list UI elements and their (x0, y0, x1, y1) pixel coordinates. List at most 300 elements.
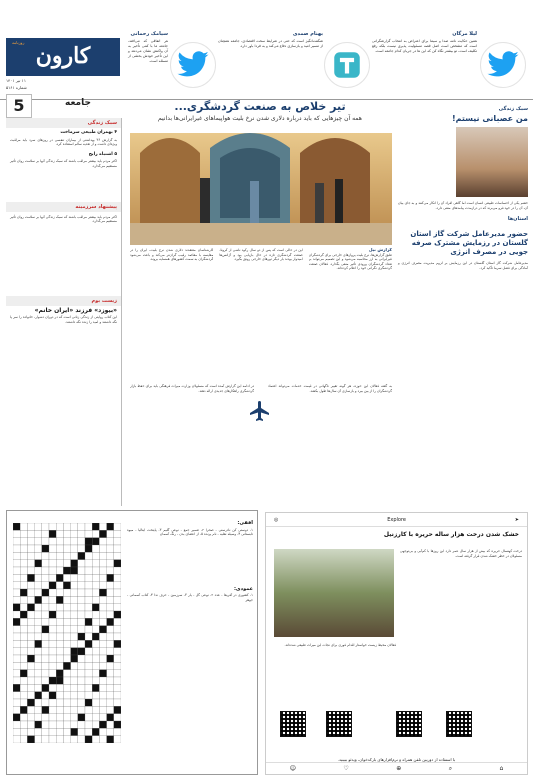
crossword-cell (13, 626, 20, 633)
crossword-cell (56, 530, 63, 537)
crossword-cell (20, 662, 27, 669)
news-text: اکثر مردم باید بیشتر مراقب باشند که سبک زندگی آنها بر سلامت روان تأثیر مستقیم می‌گذارد. (10, 159, 117, 168)
crossword-cell (42, 677, 49, 684)
crossword-cell (71, 692, 78, 699)
crossword-cell (114, 684, 121, 691)
crossword-cell (20, 523, 27, 530)
crossword-cell (99, 560, 106, 567)
logo-text: کارون (35, 43, 91, 69)
crossword-cell (49, 706, 56, 713)
crossword-cell (27, 560, 34, 567)
crossword-cell (20, 684, 27, 691)
crossword-cell (49, 721, 56, 728)
main-photo (130, 133, 392, 245)
crossword-cell (63, 692, 70, 699)
crossword-cell (27, 721, 34, 728)
crossword-cell (107, 604, 114, 611)
crossword-cell (114, 545, 121, 552)
crossword-cell (20, 582, 27, 589)
crossword-cell (20, 596, 27, 603)
clues-text: ۱- دوستی کن نادرستی - صحرا ۲- ضمیر جمع - نوعی گلیم ۳- پایتخت ایتالیا - میوه تابستانی ۴- وسیله نقلیه - نام پرنده ۵- از اعضای بدن - رنگ آسمان (127, 527, 253, 537)
crossword-cell (78, 626, 85, 633)
crossword-cell (107, 626, 114, 633)
crossword-cell (35, 567, 42, 574)
crossword-cell (78, 574, 85, 581)
crossword-cell (85, 596, 92, 603)
crossword-grid (13, 523, 121, 743)
crossword-cell (107, 655, 114, 662)
crossword-cell (20, 633, 27, 640)
crossword-cell (35, 655, 42, 662)
crossword-cell (85, 706, 92, 713)
instagram-feature (265, 512, 528, 775)
crossword-cell (56, 692, 63, 699)
crossword-cell (20, 611, 27, 618)
crossword-cell (114, 692, 121, 699)
crossword-cell (92, 574, 99, 581)
crossword-cell (13, 670, 20, 677)
tree-photo (274, 549, 394, 637)
crossword-cell (27, 582, 34, 589)
crossword-cell (99, 538, 106, 545)
crossword-cell (13, 736, 20, 743)
crossword-cell (71, 567, 78, 574)
crossword-cell (42, 574, 49, 581)
crossword-cell (56, 626, 63, 633)
crossword-cell (63, 626, 70, 633)
crossword-cell (35, 582, 42, 589)
crossword-cell (99, 574, 106, 581)
crossword-cell (99, 545, 106, 552)
crossword-cell (114, 721, 121, 728)
instagram-footer: با استفاده از دوربین تلفن همراه و نرم‌افزارهای بارکدخوان، ویدئو ببینید. (337, 757, 456, 762)
crossword-cell (107, 721, 114, 728)
crossword-cell (42, 670, 49, 677)
crossword-cell (78, 648, 85, 655)
right-column (398, 100, 528, 505)
crossword-cell (20, 655, 27, 662)
crossword-cell (71, 662, 78, 669)
tweet-3 (128, 32, 168, 98)
crossword-cell (35, 596, 42, 603)
crossword-cell (107, 582, 114, 589)
crossword-cell (92, 596, 99, 603)
issue-number: شماره ۵۱۶۱ (6, 85, 27, 90)
tweet-text: هر اتفاقی که می‌افتد، جامعه ما با کمی تأخیر به آن واکنش نشان می‌دهد و این تأخیر خودش بخشی از مسئله است. (128, 39, 168, 63)
crossword-cell (107, 567, 114, 574)
add-icon: ⊕ (396, 765, 402, 772)
crossword-cell (63, 560, 70, 567)
crossword-cell (63, 736, 70, 743)
crossword-cell (85, 582, 92, 589)
crossword-cell (114, 699, 121, 706)
instagram-bar (266, 513, 527, 527)
crossword-cell (92, 706, 99, 713)
crossword-cell (114, 596, 121, 603)
crossword-cell (92, 626, 99, 633)
search-icon: ⌕ (448, 764, 453, 772)
article-text: طبق گزارش‌ها، نرخ بلیت پروازهای خارجی برای گردشگران غیرایرانی به ارز محاسبه می‌شود و این تصمیم می‌تواند بر تعداد گردشگران ورودی تأثیر منفی بگذارد. فعالان صنعت گردشگری نگرانی خود را اعلام کرده‌اند. (308, 252, 392, 271)
article-column: در ادامه این گزارش آمده است که مسئولان وزارت میراث فرهنگی باید برای حفظ بازار گردشگری راهکارهای جدیدی ارائه دهند. (130, 384, 254, 393)
crossword-cell (78, 552, 85, 559)
crossword-cell (78, 721, 85, 728)
crossword-cell (42, 604, 49, 611)
news-text: اکثر مردم باید بیشتر مراقب باشند که سبک زندگی آنها بر سلامت روان تأثیر مستقیم می‌گذارد. (10, 214, 117, 224)
crossword-cell (42, 699, 49, 706)
crossword-cell (56, 582, 63, 589)
crossword-cell (27, 699, 34, 706)
crossword-cell (27, 655, 34, 662)
crossword-cell (85, 611, 92, 618)
crossword-cell (42, 684, 49, 691)
crossword-cell (85, 618, 92, 625)
crossword-cell (107, 574, 114, 581)
crossword-cell (35, 706, 42, 713)
crossword-cell (13, 640, 20, 647)
crossword-cell (27, 567, 34, 574)
crossword-cell (49, 677, 56, 684)
crossword-cell (35, 604, 42, 611)
clues-heading: افقی: (237, 520, 253, 526)
crossword-cell (92, 670, 99, 677)
crossword-cell (49, 699, 56, 706)
crossword-cell (56, 574, 63, 581)
instagram-title: خشک شدن درخت هزار ساله حریره با کارزنیل (383, 531, 519, 538)
crossword-cell (107, 677, 114, 684)
crossword-cell (71, 677, 78, 684)
crossword-cell (92, 692, 99, 699)
crossword-cell (49, 655, 56, 662)
crossword-cell (107, 618, 114, 625)
crossword-cell (78, 538, 85, 545)
crossword-cell (13, 721, 20, 728)
crossword-cell (99, 714, 106, 721)
crossword-cell (63, 567, 70, 574)
crossword-cell (49, 633, 56, 640)
crossword-cell (85, 677, 92, 684)
crossword-cell (78, 655, 85, 662)
crossword-cell (107, 545, 114, 552)
tweet-2 (218, 32, 323, 98)
crossword-cell (114, 640, 121, 647)
crossword-cell (114, 655, 121, 662)
crossword-cell (13, 618, 20, 625)
crossword-cell (78, 523, 85, 530)
crossword-cell (92, 662, 99, 669)
crossword-cell (92, 560, 99, 567)
crossword-cell (35, 648, 42, 655)
qr-code (446, 711, 472, 737)
crossword-cell (42, 560, 49, 567)
crossword-cell (20, 692, 27, 699)
crossword-cell (56, 684, 63, 691)
crossword-cell (35, 574, 42, 581)
crossword-cell (78, 582, 85, 589)
crossword-cell (13, 677, 20, 684)
masthead (6, 38, 120, 120)
crossword-cell (13, 567, 20, 574)
crossword-cell (35, 523, 42, 530)
headline-subtitle: همه آن چیزهایی که باید درباره دلاری شدن نرخ بلیت هواپیماهای غیرایرانی‌ها بدانیم (158, 115, 362, 122)
crossword-cell (85, 604, 92, 611)
crossword-cell (63, 706, 70, 713)
crossword-cell (114, 560, 121, 567)
crossword-cell (13, 684, 20, 691)
clues-text: ۱- کشوری در آفریقا - عدد ۲- نوعی گل - یار ۳- سرزمین - حرف ندا ۴- کتاب آسمانی - جوهر (127, 593, 253, 602)
tweet-author: لیلا مرگان (452, 31, 477, 37)
crossword-cell (35, 552, 42, 559)
crossword-cell (20, 714, 27, 721)
crossword-cell (20, 640, 27, 647)
crossword-cell (56, 736, 63, 743)
crossword-cell (85, 574, 92, 581)
crossword-cell (92, 736, 99, 743)
crossword-cell (71, 699, 78, 706)
crossword-cell (63, 684, 70, 691)
crossword-cell (56, 728, 63, 735)
crossword-cell (107, 523, 114, 530)
crossword-cell (20, 545, 27, 552)
crossword-cell (107, 728, 114, 735)
crossword-cell (42, 655, 49, 662)
crossword-cell (35, 633, 42, 640)
crossword-cell (63, 589, 70, 596)
crossword-cell (78, 662, 85, 669)
crossword-cell (20, 574, 27, 581)
crossword-cell (27, 604, 34, 611)
crossword-cell (107, 670, 114, 677)
crossword-cell (49, 574, 56, 581)
crossword-cell (92, 552, 99, 559)
book-title: «بیوزد» فرزند «ایران خانم» (34, 306, 117, 314)
crossword-cell (92, 538, 99, 545)
crossword-cell (78, 611, 85, 618)
crossword-cell (71, 706, 78, 713)
crossword-cell (20, 728, 27, 735)
crossword-cell (99, 736, 106, 743)
crossword-cell (49, 538, 56, 545)
crossword-cell (20, 648, 27, 655)
crossword-cell (13, 545, 20, 552)
crossword-cell (13, 633, 20, 640)
crossword-cell (35, 677, 42, 684)
crossword-cell (20, 552, 27, 559)
crossword-cell (35, 618, 42, 625)
crossword-cell (20, 699, 27, 706)
crossword-cell (35, 728, 42, 735)
crossword-cell (35, 538, 42, 545)
crossword-cell (35, 530, 42, 537)
twitter-icon (170, 42, 216, 88)
crossword-cell (92, 530, 99, 537)
crossword-cell (92, 640, 99, 647)
section-header: سبک زندگی (498, 106, 528, 112)
page-number: 5 (6, 94, 32, 118)
crossword-cell (27, 523, 34, 530)
crossword-cell (27, 545, 34, 552)
crossword-cell (99, 684, 106, 691)
crossword-cell (85, 589, 92, 596)
crossword-cell (78, 545, 85, 552)
crossword-cell (107, 538, 114, 545)
crossword-cell (27, 677, 34, 684)
crossword-cell (56, 560, 63, 567)
crossword-cell (99, 655, 106, 662)
twitter-icon (480, 42, 526, 88)
crossword-cell (20, 670, 27, 677)
news-title: ۴ بهمران طبیعی سرماخت (60, 130, 117, 135)
crossword-cell (78, 692, 85, 699)
crossword-cell (27, 640, 34, 647)
crossword-cell (20, 706, 27, 713)
crossword-cell (63, 640, 70, 647)
crossword-cell (56, 538, 63, 545)
crossword-cell (49, 648, 56, 655)
crossword-cell (56, 589, 63, 596)
crossword-cell (42, 589, 49, 596)
crossword-cell (42, 523, 49, 530)
crossword-cell (85, 640, 92, 647)
crossword-cell (13, 552, 20, 559)
crossword-cell (85, 714, 92, 721)
news-item (6, 150, 121, 172)
crossword-cell (92, 523, 99, 530)
home-icon: ⌂ (499, 765, 504, 772)
crossword-cell (71, 736, 78, 743)
crossword-cell (85, 633, 92, 640)
crossword-cell (63, 582, 70, 589)
crossword-cell (35, 611, 42, 618)
crossword-cell (42, 626, 49, 633)
crossword-cell (99, 530, 106, 537)
crossword-cell (27, 626, 34, 633)
crossword-cell (35, 736, 42, 743)
newspaper-logo (6, 38, 120, 76)
crossword-cell (85, 560, 92, 567)
crossword-cell (92, 545, 99, 552)
news-title: ۵ اشتباه رایج (88, 151, 117, 157)
crossword-cell (71, 552, 78, 559)
crossword-cell (85, 648, 92, 655)
crossword-cell (35, 626, 42, 633)
crossword-cell (63, 538, 70, 545)
crossword-cell (13, 604, 20, 611)
crossword-cell (85, 699, 92, 706)
main-headline (130, 100, 390, 128)
crossword-cell (71, 728, 78, 735)
crossword-cell (78, 684, 85, 691)
crossword-cell (49, 736, 56, 743)
crossword-cell (71, 523, 78, 530)
crossword-cell (99, 567, 106, 574)
crossword-cell (20, 560, 27, 567)
crossword-cell (71, 626, 78, 633)
instagram-text: درخت کهنسال حریره که بیش از هزار سال عمر دارد این روزها با کم‌آبی و بی‌توجهی مسئولان در خطر خشک شدن قرار گرفته است. (400, 549, 522, 558)
crossword-cell (78, 736, 85, 743)
crossword-cell (78, 677, 85, 684)
crossword-cell (85, 692, 92, 699)
article-column (309, 248, 392, 380)
crossword-cell (78, 670, 85, 677)
crossword-cell (49, 662, 56, 669)
crossword-cell (78, 618, 85, 625)
crossword-puzzle (6, 510, 258, 775)
crossword-cell (114, 714, 121, 721)
tweet-author: سیامک رحمانی (130, 31, 168, 37)
crossword-cell (92, 648, 99, 655)
crossword-cell (85, 626, 92, 633)
crossword-cell (71, 611, 78, 618)
crossword-cell (114, 523, 121, 530)
crossword-cell (63, 670, 70, 677)
crossword-cell (49, 714, 56, 721)
crossword-cell (99, 699, 106, 706)
crossword-cell (71, 684, 78, 691)
crossword-cell (35, 662, 42, 669)
crossword-cell (71, 545, 78, 552)
crossword-cell (114, 618, 121, 625)
crossword-cell (42, 618, 49, 625)
crossword-cell (56, 545, 63, 552)
crossword-cell (13, 523, 20, 530)
crossword-cell (107, 699, 114, 706)
crossword-cell (99, 706, 106, 713)
crossword-cell (71, 604, 78, 611)
crossword-cell (42, 640, 49, 647)
send-icon: ➤ (514, 516, 519, 523)
crossword-cell (107, 706, 114, 713)
crossword-cell (85, 538, 92, 545)
crossword-cell (92, 589, 99, 596)
crossword-cell (27, 706, 34, 713)
crossword-cell (13, 582, 20, 589)
crossword-cell (63, 596, 70, 603)
crossword-cell (71, 721, 78, 728)
crossword-cell (49, 618, 56, 625)
crossword-cell (78, 714, 85, 721)
crossword-cell (49, 684, 56, 691)
section-header: پیشنهاد سرزمینه (6, 202, 121, 212)
article-byline: گزارش نیل (368, 248, 392, 252)
crossword-cell (27, 574, 34, 581)
crossword-cell (35, 545, 42, 552)
article-column: کارشناسان معتقدند دلاری شدن نرخ بلیت، ایران را در مقایسه با مقاصد رقیب گران‌تر می‌کند و باعث می‌شود گردشگران به سمت کشورهای همسایه بروند. (130, 248, 214, 262)
crossword-cell (49, 530, 56, 537)
crossword-cell (49, 640, 56, 647)
camera-icon: ◎ (274, 516, 279, 523)
crossword-cell (71, 655, 78, 662)
profile-icon: ☺ (289, 765, 296, 772)
crossword-cell (13, 692, 20, 699)
crossword-cell (56, 662, 63, 669)
crossword-cell (114, 648, 121, 655)
crossword-cell (78, 640, 85, 647)
crossword-clues (127, 521, 253, 761)
crossword-cell (49, 626, 56, 633)
crossword-cell (114, 706, 121, 713)
article-column: این در حالی است که پس از دو سال رکود ناشی از کرونا، صنعت گردشگری تازه در حال بازیابی بود و آژانس‌ها امیدوار بودند بار دیگر تورهای خارجی رونق بگیرد. (219, 248, 303, 262)
tweet-text: همین حکایت نامه صدا و سیما برای اعتراض به انتخاب گزارشگرانی است که مشخص است اصل قصه مسئولیت پذیری نیست بلکه رفع تکلیف است، تو بیشتر نگاه کن که این ها در جریان کدام جامعه است. (372, 39, 477, 53)
crossword-cell (13, 530, 20, 537)
crossword-cell (27, 728, 34, 735)
crossword-cell (63, 618, 70, 625)
crossword-cell (114, 582, 121, 589)
crossword-cell (13, 596, 20, 603)
crossword-cell (13, 648, 20, 655)
crossword-cell (20, 589, 27, 596)
crossword-cell (35, 699, 42, 706)
mosque-photo (130, 133, 392, 245)
